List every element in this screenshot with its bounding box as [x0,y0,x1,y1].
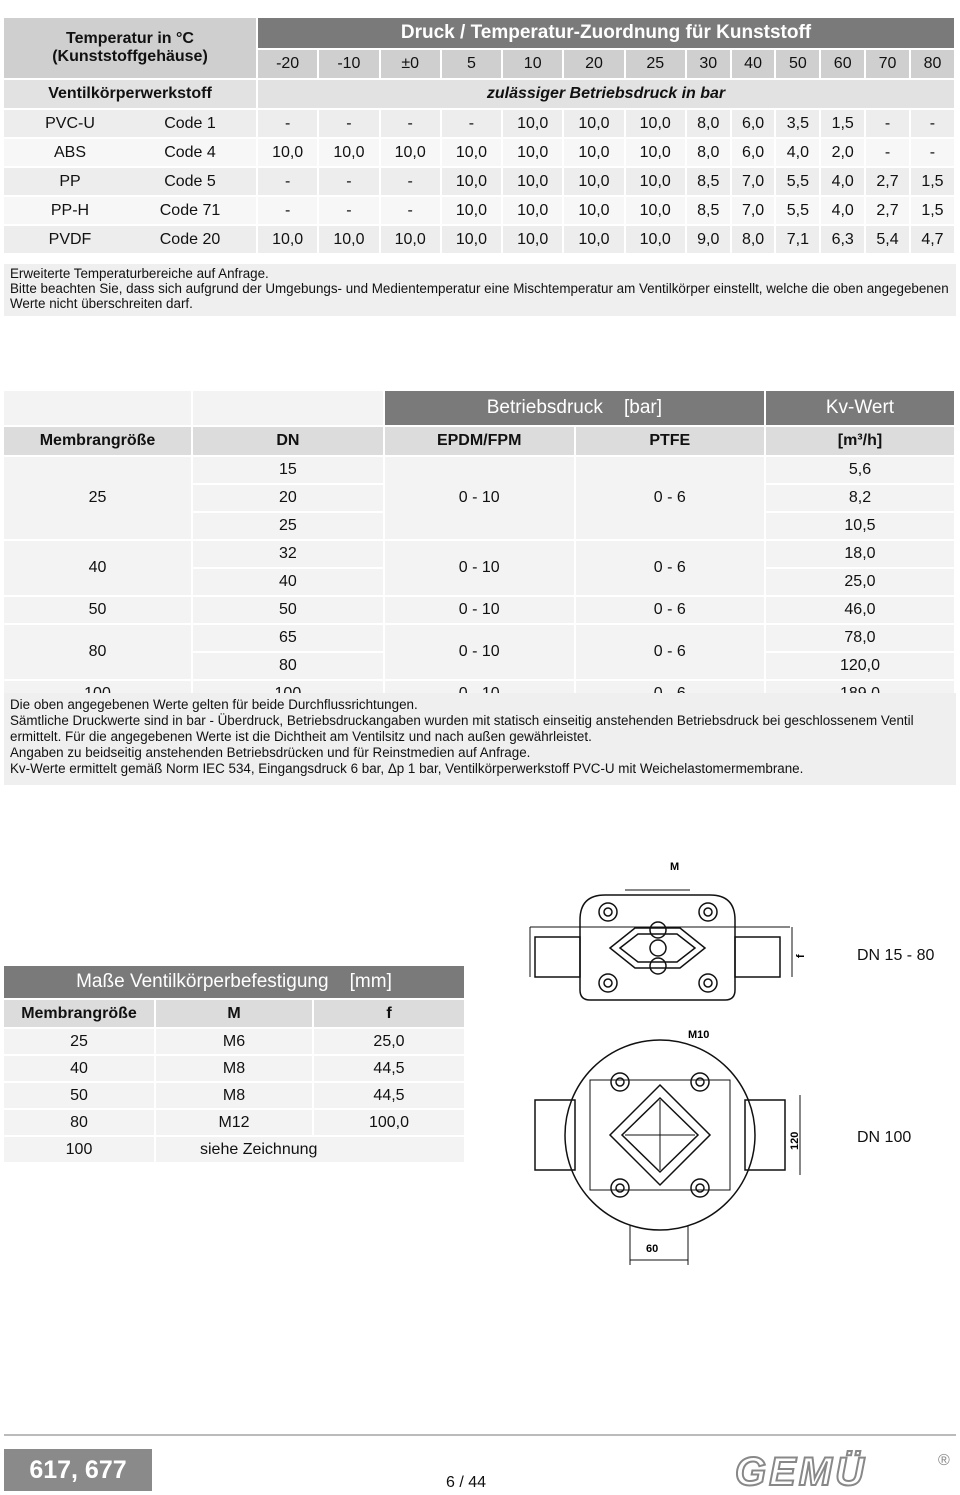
pressure-value: 10,0 [625,167,686,196]
material-name: PP [59,172,81,190]
mount-f: 25,0 [313,1028,465,1055]
pressure-value: 10,0 [625,109,686,138]
pressure-header: zulässiger Betriebsdruck in bar [257,79,955,109]
pressure-value: 1,5 [820,109,865,138]
pressure-value: 8,0 [686,109,731,138]
kv-row [4,456,955,484]
pressure-value: - [865,109,910,138]
kv-dn: 25 [192,512,384,540]
kv-col-unit: [m³/h] [765,426,955,456]
mount-m: M8 [155,1055,313,1082]
kv-blank-1 [4,391,192,426]
pressure-value: - [257,167,318,196]
pressure-value: - [865,138,910,167]
pressure-value: 4,7 [910,225,955,254]
mount-size: 25 [4,1028,155,1055]
temperature-cell: 20 [563,49,624,79]
pressure-value: 6,3 [820,225,865,254]
mount-m: M12 [155,1109,313,1136]
mount-title: Maße Ventilkörperbefestigung [mm] [4,966,465,999]
material-cell [4,109,257,138]
temperature-cell: 80 [910,49,955,79]
pressure-value: 7,1 [775,225,820,254]
pressure-value: 10,0 [441,196,502,225]
material-row [4,138,955,167]
mount-size: 50 [4,1082,155,1109]
temperature-cell: 60 [820,49,865,79]
pressure-value: 6,0 [731,138,776,167]
kv-row [4,596,955,624]
kv-title: Kv-Wert [765,391,955,426]
pressure-value: - [910,109,955,138]
temperature-cell: -10 [318,49,379,79]
pressure-value: 10,0 [502,196,563,225]
material-name: PP-H [50,201,90,219]
mount-m: M6 [155,1028,313,1055]
mount-row [4,1109,465,1136]
kv-row [4,624,955,652]
material-header: Ventilkörperwerkstoff [4,79,257,109]
kv-size: 40 [4,540,192,596]
drawing-label-m10: M10 [688,1029,710,1041]
pressure-value: 7,0 [731,167,776,196]
kv-value: 18,0 [765,540,955,568]
pressure-notes [10,266,950,311]
pressure-value: 10,0 [625,225,686,254]
kv-size: 50 [4,596,192,624]
kv-row [4,540,955,568]
pressure-note-1: Erweiterte Temperaturbereiche auf Anfrage. [10,266,269,281]
material-cell [4,167,257,196]
mount-f: 44,5 [313,1055,465,1082]
mount-f: 100,0 [313,1109,465,1136]
kv-value: 25,0 [765,568,955,596]
kv-note: Angaben zu beidseitig anstehenden Betriebsdrücken und für Reinstmedien auf Anfrage. [10,745,531,760]
kv-value: 120,0 [765,652,955,680]
pressure-value: 8,5 [686,167,731,196]
kv-value: 46,0 [765,596,955,624]
material-cell [4,225,257,254]
pressure-value: - [318,109,379,138]
kv-col-size: Membrangröße [4,426,192,456]
kv-epdm: 0 - 10 [384,624,575,680]
pressure-temperature-table [4,18,956,255]
mount-last-size: 100 [4,1136,155,1163]
kv-value: 10,5 [765,512,955,540]
pressure-value: 10,0 [563,167,624,196]
mount-m: M8 [155,1082,313,1109]
kv-note: Die oben angegebenen Werte gelten für beide Durchflussrichtungen. [10,697,418,712]
pressure-value: 10,0 [441,167,502,196]
kv-epdm: 0 - 10 [384,540,575,596]
material-row [4,225,955,254]
pressure-value: 10,0 [257,225,318,254]
kv-ptfe: 0 - 6 [575,596,765,624]
drawing-label-f: f [795,954,807,958]
temperature-cell: 5 [441,49,502,79]
drawing-label-120: 120 [789,1131,801,1150]
material-name: ABS [53,143,86,161]
pressure-value: 10,0 [502,167,563,196]
pressure-value: 9,0 [686,225,731,254]
mount-size: 40 [4,1055,155,1082]
pressure-value: - [910,138,955,167]
pressure-value: 2,7 [865,196,910,225]
pressure-value: 10,0 [441,138,502,167]
page-number: 6 / 44 [446,1474,487,1491]
kv-note: Kv-Werte ermittelt gemäß Norm IEC 534, Eingangsdruck 6 bar, Δp 1 bar, Ventilkörperwerkstoff PVC-U mit Weichelastomermembrane. [10,761,804,776]
material-name: PVC-U [45,114,95,132]
pressure-value: 2,0 [820,138,865,167]
pressure-value: 8,0 [686,138,731,167]
mount-col-m: M [155,999,313,1028]
temperature-cell: 70 [865,49,910,79]
kv-blank-2 [192,391,384,426]
kv-col-epdm: EPDM/FPM [384,426,575,456]
material-name: PVDF [48,230,92,248]
kv-ptfe: 0 - 6 [575,624,765,680]
pressure-value: 5,4 [865,225,910,254]
pressure-value: 10,0 [563,196,624,225]
pressure-value: 10,0 [563,225,624,254]
pressure-value: 4,0 [820,167,865,196]
pressure-value: 10,0 [257,138,318,167]
kv-dn: 50 [192,596,384,624]
kv-size: 25 [4,456,192,540]
material-row [4,196,955,225]
kv-value: 5,6 [765,456,955,484]
drawing-label-60: 60 [646,1243,659,1255]
pressure-value: 10,0 [502,138,563,167]
registered-mark: ® [938,1452,950,1469]
mount-f: 44,5 [313,1082,465,1109]
pressure-value: 1,5 [910,196,955,225]
pressure-value: 3,5 [775,109,820,138]
pressure-value: 4,0 [820,196,865,225]
kv-col-dn: DN [192,426,384,456]
kv-pressure-title: Betriebsdruck [bar] [384,391,765,426]
dn-large-label: DN 100 [857,1129,912,1146]
kv-dn: 15 [192,456,384,484]
material-code: Code 1 [164,114,216,132]
temperature-cell: ±0 [380,49,441,79]
kv-notes [10,697,950,777]
material-code: Code 4 [164,143,216,161]
kv-col-ptfe: PTFE [575,426,765,456]
kv-ptfe: 0 - 6 [575,456,765,540]
material-row [4,109,955,138]
mount-size: 80 [4,1109,155,1136]
kv-dn: 40 [192,568,384,596]
kv-dn: 65 [192,624,384,652]
kv-dn: 32 [192,540,384,568]
pressure-value: 10,0 [502,109,563,138]
drawing-label-m: M [670,861,680,873]
temperature-cell: 30 [686,49,731,79]
pressure-value: 10,0 [563,138,624,167]
pressure-value: 7,0 [731,196,776,225]
kv-dn: 80 [192,652,384,680]
pressure-value: 10,0 [625,196,686,225]
temperature-cell: 40 [731,49,776,79]
temperature-cell: 25 [625,49,686,79]
kv-table [4,391,956,709]
material-code: Code 20 [159,230,221,248]
material-cell [4,196,257,225]
gemu-logo: GEMÜ [735,1450,867,1494]
mount-row [4,1055,465,1082]
pressure-value: 2,7 [865,167,910,196]
material-code: Code 71 [159,201,221,219]
kv-dn: 20 [192,484,384,512]
product-number: 617, 677 [4,1449,152,1491]
mount-col-size: Membrangröße [4,999,155,1028]
kv-ptfe: 0 - 6 [575,540,765,596]
pressure-value: 10,0 [318,225,379,254]
kv-epdm: 0 - 10 [384,596,575,624]
pressure-value: 8,5 [686,196,731,225]
material-row [4,167,955,196]
pressure-table-title: Druck / Temperatur-Zuordnung für Kunststoff [257,18,955,49]
kv-value: 8,2 [765,484,955,512]
pressure-note-2: Bitte beachten Sie, dass sich aufgrund der Umgebungs- und Medientemperatur eine Mischtemperatur am Ventilkörper einstellt, welche die oben angegebenen Werte nicht überschreiten darf. [10,281,949,311]
mount-row [4,1028,465,1055]
pressure-value: 10,0 [625,138,686,167]
kv-size: 80 [4,624,192,680]
temperature-cell: 10 [502,49,563,79]
pressure-value: 5,5 [775,196,820,225]
temperature-cell: 50 [775,49,820,79]
pressure-value: 10,0 [563,109,624,138]
pressure-value: - [318,167,379,196]
footer-divider [4,1434,956,1436]
kv-epdm: 0 - 10 [384,456,575,540]
valve-body-drawing [520,850,820,1270]
pressure-value: 1,5 [910,167,955,196]
temperature-cell: -20 [257,49,318,79]
temperature-header: Temperatur in °C (Kunststoffgehäuse) [4,18,257,79]
pressure-value: 10,0 [380,138,441,167]
pressure-value: 10,0 [380,225,441,254]
kv-note: Sämtliche Druckwerte sind in bar - Überdruck, Betriebsdruckangaben wurden mit statisch einseitig anstehenden Betriebsdruck bei geschlossenem Ventil ermittelt. Für die angegebenen Werte ist die Dichtheit am Ventilsitz und nach außen gewährleistet. [10,713,914,744]
mount-row [4,1082,465,1109]
pressure-value: - [441,109,502,138]
pressure-value: 10,0 [441,225,502,254]
pressure-value: - [380,196,441,225]
pressure-value: - [257,196,318,225]
mount-last-merged: siehe Zeichnung [155,1136,465,1163]
pressure-value: 8,0 [731,225,776,254]
mount-col-f: f [313,999,465,1028]
material-code: Code 5 [164,172,216,190]
pressure-value: - [380,109,441,138]
kv-value: 78,0 [765,624,955,652]
pressure-value: - [380,167,441,196]
mount-table [4,966,466,1164]
pressure-value: 5,5 [775,167,820,196]
material-cell [4,138,257,167]
pressure-value: - [318,196,379,225]
dn-small-label: DN 15 - 80 [857,947,935,964]
pressure-value: 10,0 [318,138,379,167]
pressure-value: - [257,109,318,138]
pressure-value: 4,0 [775,138,820,167]
pressure-value: 10,0 [502,225,563,254]
pressure-value: 6,0 [731,109,776,138]
